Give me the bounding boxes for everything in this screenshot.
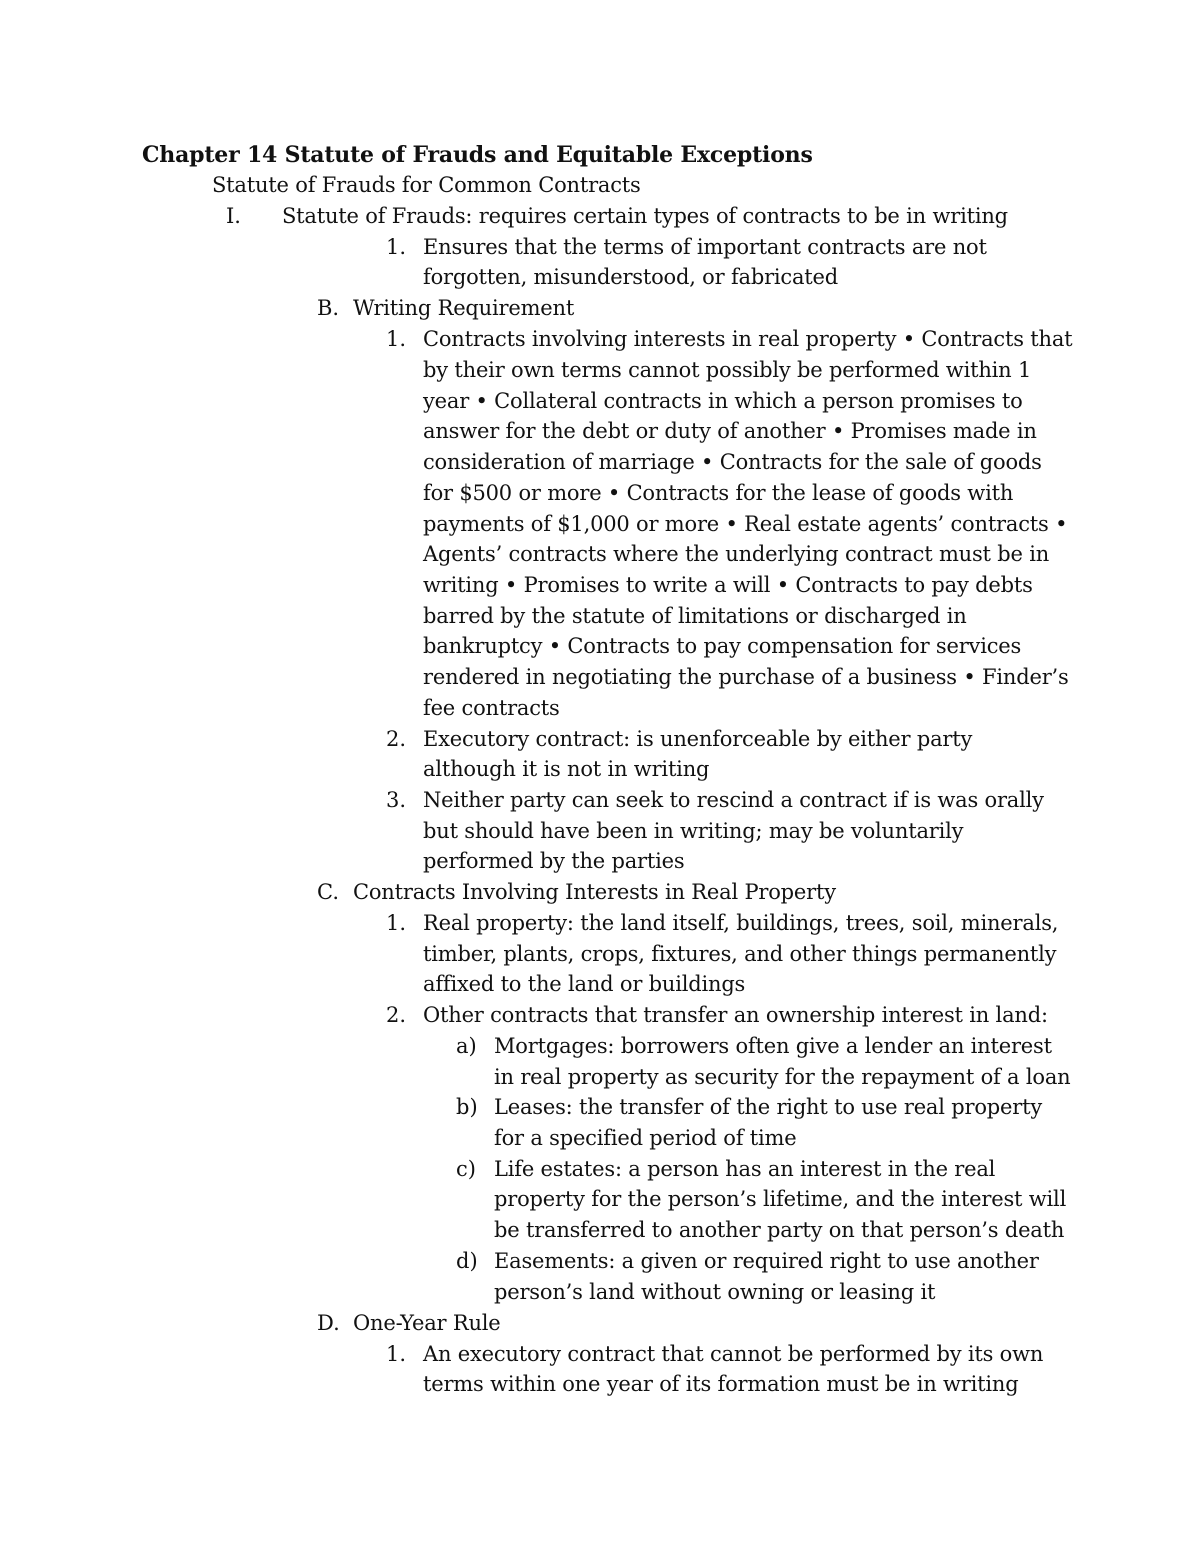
section-b-item-1-line: barred by the statute of limitations or discharged in [423, 604, 967, 628]
section-d-heading: One-Year Rule [353, 1311, 501, 1335]
section-b-item-3-marker: 3. [386, 788, 407, 812]
section-i-item-1-line: forgotten, misunderstood, or fabricated [423, 265, 839, 289]
section-b-item-2-line: Executory contract: is unenforceable by either party [423, 727, 973, 751]
section-i-item-1-line: Ensures that the terms of important contracts are not [423, 235, 987, 259]
section-c-sub-c-line: Life estates: a person has an interest in the real [494, 1157, 996, 1181]
page-title: Chapter 14 Statute of Frauds and Equitable Exceptions [142, 142, 813, 168]
section-d-item-1-line: terms within one year of its formation must be in writing [423, 1372, 1019, 1396]
section-c-sub-b-marker: b) [456, 1095, 478, 1119]
section-b-item-1-line: rendered in negotiating the purchase of a business • Finder’s [423, 665, 1069, 689]
page-subtitle: Statute of Frauds for Common Contracts [212, 173, 641, 197]
section-b-heading: Writing Requirement [353, 296, 575, 320]
section-c-sub-c-marker: c) [456, 1157, 476, 1181]
section-d-item-1-line: An executory contract that cannot be performed by its own [423, 1342, 1044, 1366]
section-c-sub-a-line: Mortgages: borrowers often give a lender an interest [494, 1034, 1052, 1058]
section-b-marker: B. [317, 296, 340, 320]
section-c-sub-c-line: property for the person’s lifetime, and the interest will [494, 1187, 1067, 1211]
section-c-item-1-line: Real property: the land itself, buildings, trees, soil, minerals, [423, 911, 1059, 935]
section-c-marker: C. [317, 880, 339, 904]
section-d-item-1-marker: 1. [386, 1342, 407, 1366]
section-c-item-2-marker: 2. [386, 1003, 407, 1027]
section-i-marker: I. [226, 204, 241, 228]
section-b-item-1-line: year • Collateral contracts in which a person promises to [423, 389, 1023, 413]
section-b-item-1-line: consideration of marriage • Contracts for the sale of goods [423, 450, 1042, 474]
section-i-heading: Statute of Frauds: requires certain types of contracts to be in writing [282, 204, 1008, 228]
section-d-marker: D. [317, 1311, 340, 1335]
section-b-item-3-line: but should have been in writing; may be voluntarily [423, 819, 964, 843]
section-b-item-1-marker: 1. [386, 327, 407, 351]
section-b-item-1-line: answer for the debt or duty of another • Promises made in [423, 419, 1037, 443]
section-c-item-2-line: Other contracts that transfer an ownership interest in land: [423, 1003, 1048, 1027]
section-c-item-1-line: affixed to the land or buildings [423, 972, 746, 996]
section-b-item-1-line: payments of $1,000 or more • Real estate agents’ contracts • [423, 512, 1068, 536]
section-b-item-3-line: Neither party can seek to rescind a contract if is was orally [423, 788, 1044, 812]
section-b-item-1-line: Contracts involving interests in real property • Contracts that [423, 327, 1073, 351]
section-c-sub-d-marker: d) [456, 1249, 478, 1273]
section-c-sub-b-line: Leases: the transfer of the right to use real property [494, 1095, 1042, 1119]
section-c-sub-a-line: in real property as security for the repayment of a loan [494, 1065, 1071, 1089]
section-c-item-1-marker: 1. [386, 911, 407, 935]
section-b-item-2-marker: 2. [386, 727, 407, 751]
section-c-sub-b-line: for a specified period of time [494, 1126, 797, 1150]
section-c-sub-c-line: be transferred to another party on that person’s death [494, 1218, 1065, 1242]
section-c-sub-d-line: person’s land without owning or leasing it [494, 1280, 936, 1304]
section-b-item-1-line: Agents’ contracts where the underlying contract must be in [423, 542, 1050, 566]
section-c-item-1-line: timber, plants, crops, fixtures, and other things permanently [423, 942, 1057, 966]
section-b-item-1-line: fee contracts [423, 696, 560, 720]
section-b-item-1-line: for $500 or more • Contracts for the lease of goods with [423, 481, 1014, 505]
section-c-heading: Contracts Involving Interests in Real Property [353, 880, 836, 904]
section-c-sub-a-marker: a) [456, 1034, 477, 1058]
section-b-item-1-line: by their own terms cannot possibly be performed within 1 [423, 358, 1032, 382]
section-b-item-2-line: although it is not in writing [423, 757, 710, 781]
section-b-item-1-line: bankruptcy • Contracts to pay compensation for services [423, 634, 1022, 658]
section-i-item-1-marker: 1. [386, 235, 407, 259]
section-b-item-3-line: performed by the parties [423, 849, 685, 873]
section-c-sub-d-line: Easements: a given or required right to use another [494, 1249, 1039, 1273]
section-b-item-1-line: writing • Promises to write a will • Contracts to pay debts [423, 573, 1033, 597]
